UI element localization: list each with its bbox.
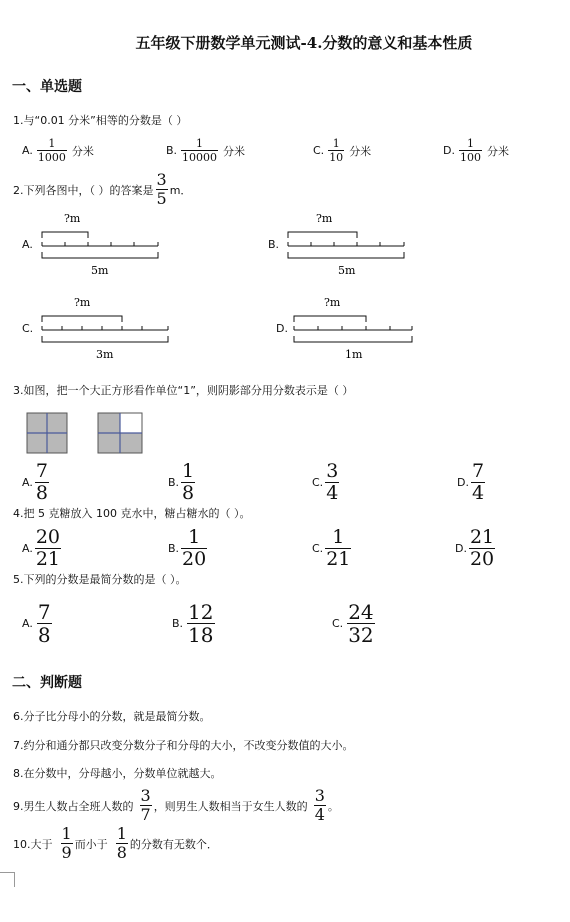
square-left [27,413,67,453]
fraction: $\frac{1}{8}$ [116,824,127,862]
fraction: $\frac{7}{4}$ [471,460,485,504]
fraction: $\frac{12}{18}$ [188,600,214,647]
q4-option-a[interactable]: A. $\frac{20}{21}$ [22,526,61,570]
fraction: $\frac{7}{8}$ [35,460,48,504]
question-3-text: 3.如图，把一个大正方形看作单位“1”，则阴影部分用分数表示是（ ） [13,384,354,397]
page-corner-mark [0,872,15,887]
top-label: ?m [64,212,81,225]
bottom-label: 5m [338,264,356,277]
q2-diagram-b [282,208,412,280]
q1-option-b[interactable]: B. $\frac{1}{10000}$ 分米 [166,137,246,164]
fraction: $\frac{1}{8}$ [182,460,195,504]
question-8-text: 8.在分数中，分母越小，分数单位就越大。 [13,767,222,780]
fraction: $\frac{3}{7}$ [140,786,151,824]
top-label: ?m [74,296,91,309]
q5-option-c[interactable]: C. $\frac{24}{32}$ [332,600,374,647]
fraction: $\frac{1}{10000}$ [182,137,218,164]
fraction: $\frac{1}{1000}$ [37,137,66,164]
q5-option-b[interactable]: B. $\frac{12}{18}$ [172,600,214,647]
section-heading-single-choice: 一、单选题 [12,79,82,95]
q2-option-d[interactable]: D. [276,322,288,335]
fraction: $\frac{24}{32}$ [348,600,374,647]
question-5-text: 5.下列的分数是最简分数的是（ ）。 [13,573,187,586]
question-4-text: 4.把 5 克糖放入 100 克水中，糖占糖水的（ ）。 [13,507,251,520]
question-7-text: 7.约分和通分都只改变分数分子和分母的大小，不改变分数值的大小。 [13,739,354,752]
top-label: ?m [324,296,341,309]
question-2-text: 2.下列各图中，（ ）的答案是 $\frac{3}{5}$ m． [13,170,192,208]
question-6-text: 6.分子比分母小的分数，就是最简分数。 [13,710,211,723]
q2-diagram-d [288,292,420,364]
q2-option-a[interactable]: A. [22,238,33,251]
q1-option-c[interactable]: C. $\frac{1}{10}$ 分米 [313,137,372,164]
fraction: $\frac{1}{100}$ [459,137,481,164]
q3-option-c[interactable]: C. $\frac{3}{4}$ [312,460,339,504]
q5-option-a[interactable]: A. $\frac{7}{8}$ [22,600,51,647]
question-10-text: 10.大于 $\frac{1}{9}$ 而小于 $\frac{1}{8}$ 的分数有无数个． [13,824,218,862]
q3-squares-figure [26,412,150,458]
fraction: $\frac{3}{4}$ [326,460,339,504]
q2-diagram-c [36,292,176,364]
fraction: $\frac{7}{8}$ [37,600,51,647]
q2-option-c[interactable]: C. [22,322,34,335]
bottom-label: 5m [91,264,109,277]
fraction: $\frac{1}{21}$ [326,526,351,570]
q1-option-a[interactable]: A. $\frac{1}{1000}$ 分米 [22,137,94,164]
q3-option-b[interactable]: B. $\frac{1}{8}$ [168,460,195,504]
fraction: $\frac{3}{5}$ [156,170,167,208]
square-right [98,413,142,453]
q2-option-b[interactable]: B. [268,238,280,251]
q4-option-b[interactable]: B. $\frac{1}{20}$ [168,526,207,570]
question-1-text: 1.与“0.01 分米”相等的分数是（ ） [13,114,188,127]
fraction: $\frac{20}{21}$ [35,526,61,570]
page-title: 五年级下册数学单元测试-4.分数的意义和基本性质 [135,34,473,52]
fraction: $\frac{21}{20}$ [469,526,495,570]
q4-option-d[interactable]: D. $\frac{21}{20}$ [455,526,495,570]
bottom-label: 1m [345,348,363,361]
question-9-text: 9.男生人数占全班人数的 $\frac{3}{7}$ ，则男生人数相当于女生人数的 $\frac{3}{4}$ 。 [13,786,339,824]
fraction: $\frac{1}{9}$ [61,824,72,862]
bottom-label: 3m [96,348,114,361]
section-heading-true-false: 二、判断题 [12,675,82,691]
q3-option-a[interactable]: A. $\frac{7}{8}$ [22,460,48,504]
q1-option-d[interactable]: D. $\frac{1}{100}$ 分米 [443,137,509,164]
q4-option-c[interactable]: C. $\frac{1}{21}$ [312,526,351,570]
q2-diagram-a [36,208,166,280]
top-label: ?m [316,212,333,225]
fraction: $\frac{1}{20}$ [182,526,207,570]
fraction: $\frac{1}{10}$ [329,137,344,164]
q3-option-d[interactable]: D. $\frac{7}{4}$ [457,460,485,504]
fraction: $\frac{3}{4}$ [314,786,325,824]
